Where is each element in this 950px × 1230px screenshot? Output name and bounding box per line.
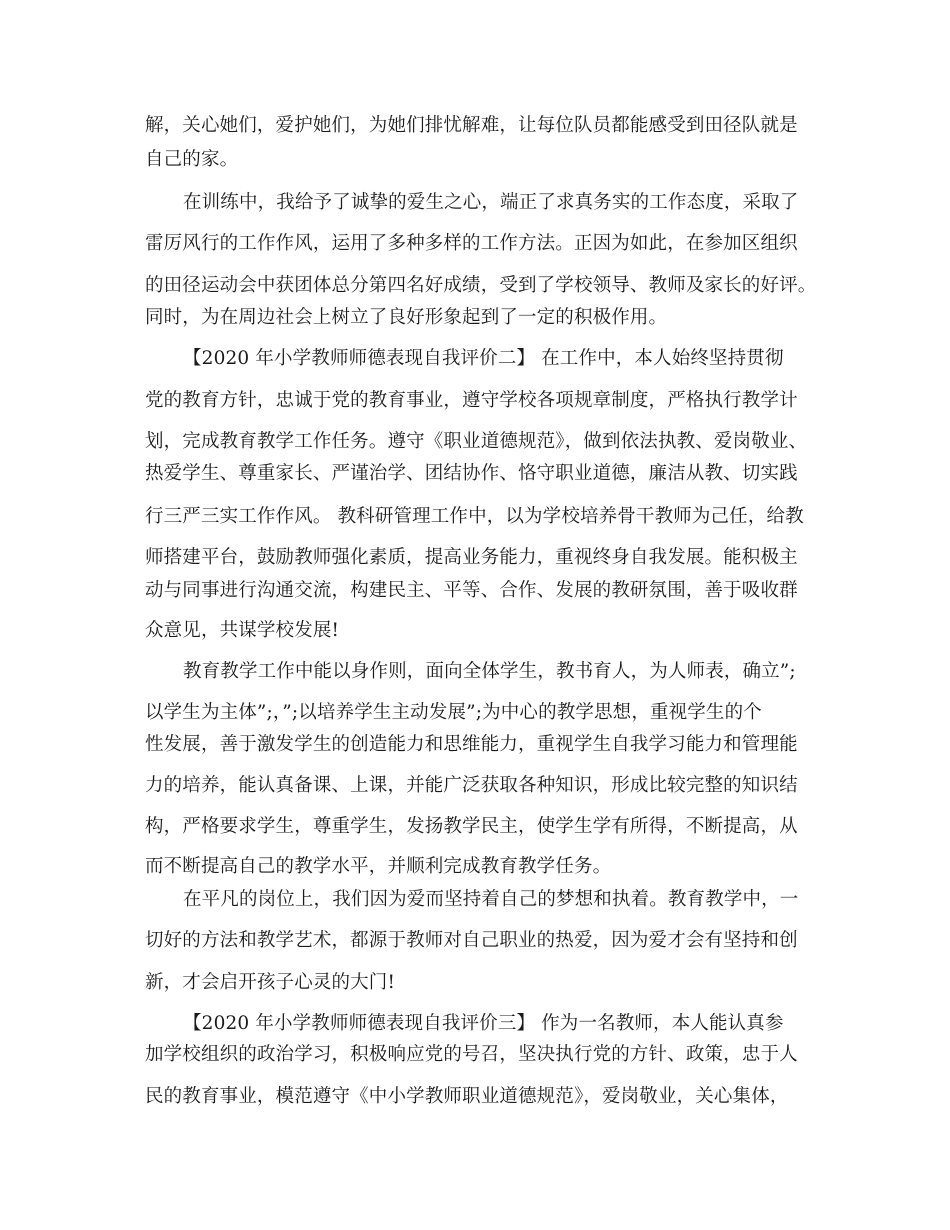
text-line: 解，关心她们，爱护她们，为她们排忧解难，让每位队员都能感受到田径队就是 (145, 115, 798, 136)
text-line: 以学生为主体”;，”;以培养学生主动发展”;为中心的教学思想，重视学生的个 (145, 702, 762, 723)
text-line: 构，严格要求学生，尊重学生，发扬教学民主，使学生学有所得，不断提高，从 (145, 816, 798, 837)
text-line: 行三严三实工作作风。 教科研管理工作中，以为学校培养骨干教师为己任，给教 (145, 506, 804, 527)
text-line: 而不断提高自己的教学水平，并顺利完成教育教学任务。 (145, 856, 612, 877)
text-line: 切好的方法和教学艺术，都源于教师对自己职业的热爱，因为爱才会有坚持和创 (145, 930, 798, 951)
text-line: 民的教育事业，模范遵守《中小学教师职业道德规范》，爱岗敬业，关心集体， (145, 1086, 789, 1107)
text-line: 党的教育方针，忠诚于党的教育事业，遵守学校各项规章制度，严格执行教学计 (145, 390, 798, 411)
text-line: 新，才会启开孩子心灵的大门! (145, 972, 396, 993)
text-line: 众意见，共谋学校发展! (145, 620, 340, 641)
text-line: 动与同事进行沟通交流，构建民主、平等、合作、发展的教研氛围，善于吸收群 (145, 580, 798, 601)
text-line: 力的培养，能认真备课、上课，并能广泛获取各种知识，形成比较完整的知识结 (145, 775, 798, 796)
text-line: 雷厉风行的工作作风，运用了多种多样的工作方法。正因为如此，在参加区组织 (145, 233, 798, 254)
text-line: 的田径运动会中获团体总分第四名好成绩，受到了学校领导、教师及家长的好评。 (145, 275, 817, 296)
text-line: 在平凡的岗位上，我们因为爱而坚持着自己的梦想和执着。教育教学中，一 (183, 889, 799, 910)
text-line: 同时，为在周边社会上树立了良好形象起到了一定的积极作用。 (145, 307, 668, 328)
section-heading-line: 【2020 年小学教师师德表现自我评价三】 作为一名教师，本人能认真参 (183, 1013, 784, 1034)
text-line: 在训练中，我给予了诚挚的爱生之心，端正了求真务实的工作态度，采取了 (183, 192, 799, 213)
text-line: 性发展，善于激发学生的创造能力和思维能力，重视学生自我学习能力和管理能 (145, 734, 798, 755)
text-line: 教育教学工作中能以身作则，面向全体学生，教书育人，为人师表，确立”; (183, 661, 796, 682)
text-line: 热爱学生、尊重家长、严谨治学、团结协作、恪守职业道德，廉洁从教、切实践 (145, 463, 798, 484)
text-line: 自己的家。 (145, 149, 239, 170)
text-line: 师搭建平台，鼓励教师强化素质，提高业务能力，重视终身自我发展。能积极主 (145, 547, 798, 568)
section-heading-line: 【2020 年小学教师师德表现自我评价二】 在工作中，本人始终坚持贯彻 (183, 348, 784, 369)
text-line: 划，完成教育教学工作任务。遵守《职业道德规范》，做到依法执教、爱岗敬业、 (145, 431, 808, 452)
text-line: 加学校组织的政治学习，积极响应党的号召，坚决执行党的方针、政策，忠于人 (145, 1044, 798, 1065)
